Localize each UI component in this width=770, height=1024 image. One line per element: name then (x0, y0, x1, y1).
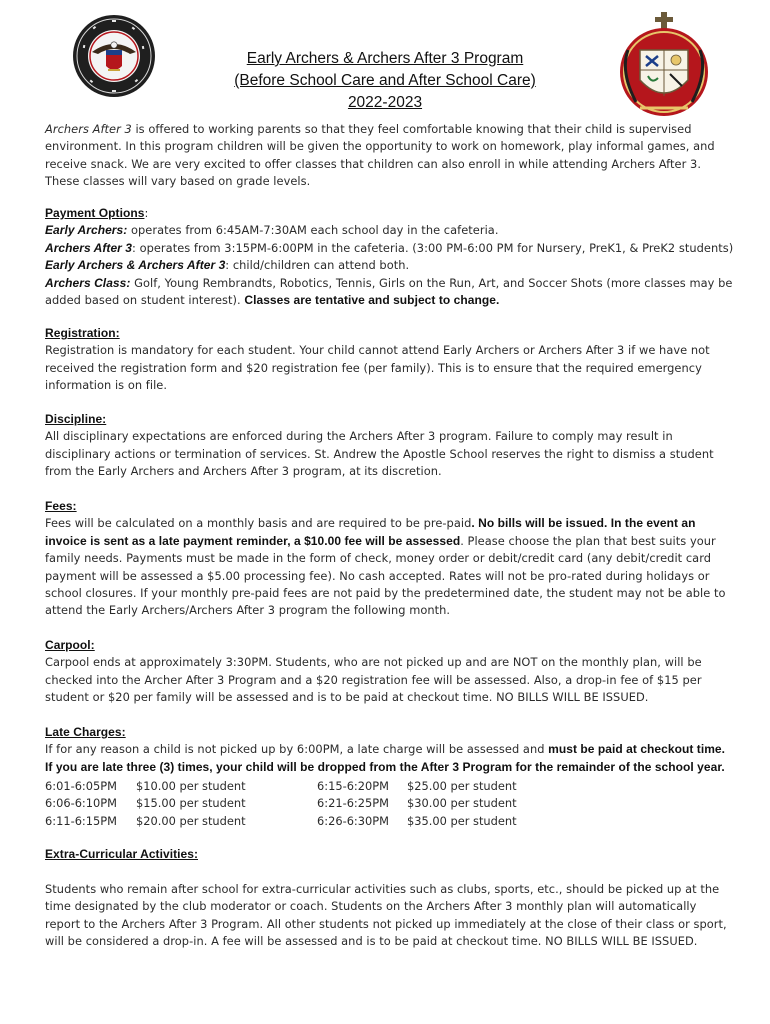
intro-paragraph (45, 121, 735, 191)
extra-curricular-section (45, 846, 735, 863)
carpool-text: Carpool ends at approximately 3:30PM. Students, who are not picked up and are NOT on the monthly plan, will be checked into the Archer After 3 Program and a $20 registration fee will be assessed. Also, a drop-in fee of $15 per student or $20 per family will be assessed and is to be paid at checkout time. NO BILLS WILL BE ISSUED. (45, 655, 702, 705)
registration-text: Registration is mandatory for each student. Your child cannot attend Early Archers or Archers After 3 if we have not received the registration form and $20 registration fee (per family). This is to ensure that the required emergency information is on file. (45, 343, 710, 393)
late-fee-amount: $30.00 per student (407, 796, 517, 811)
payment-heading-colon: : (144, 206, 149, 220)
late-charges-heading: Late Charges: (45, 725, 126, 739)
late-fee-row (45, 778, 565, 795)
archers-class-label: Archers Class: (45, 275, 131, 290)
intro-text: is offered to working parents so that they feel comfortable knowing that their child is supervised environment. In this program children will be given the opportunity to work on homework, play informal games, and receive snack. We are very excited to offer classes that children can also enroll in while attending Archers After 3. These classes will vary based on grade levels. (45, 122, 715, 189)
late-time-range: 6:06-6:10PM (45, 796, 117, 811)
early-archers-text: operates from 6:45AM-7:30AM each school day in the cafeteria. (127, 223, 499, 238)
discipline-text: All disciplinary expectations are enforced during the Archers After 3 program. Failure to comply may result in disciplinary actions or termination of services. St. Andrew the Apostle School reserves the right to dismiss a student from the Early Archers and Archers After 3 program, at its discretion. (45, 429, 714, 479)
late-time-range: 6:15-6:20PM (317, 779, 389, 793)
late-time-range: 6:21-6:25PM (317, 796, 389, 811)
extra-curricular-body (45, 881, 735, 951)
discipline-heading: Discipline: (45, 412, 107, 426)
extra-curricular-heading: Extra-Curricular Activities: (45, 847, 199, 861)
late-fee-row (45, 795, 565, 812)
late-time-range: 6:01-6:05PM (45, 779, 117, 793)
fees-text-1: Fees will be calculated on a monthly basis and are required to be pre-paid (45, 516, 472, 531)
late-fee-amount: $20.00 per student (136, 813, 246, 828)
school-seal-eagle-icon (72, 14, 156, 98)
both-programs-text: : child/children can attend both. (225, 258, 410, 273)
title-line-3: 2022-2023 (347, 94, 423, 111)
carpool-section (45, 637, 735, 707)
archers-after3-label: Archers After 3 (45, 240, 133, 255)
payment-options-heading: Payment Options (45, 206, 145, 220)
discipline-section (45, 411, 735, 481)
title-line-2: (Before School Care and After School Care) (234, 72, 536, 89)
late-fee-amount: $25.00 per student (407, 779, 517, 793)
intro-program-name: Archers After 3 (45, 122, 132, 136)
church-crest-icon (610, 10, 720, 120)
extra-curricular-text: Students who remain after school for extra-curricular activities such as clubs, sports, etc., should be picked up at the time designated by the club moderator or coach. Students on the Archers After 3 monthly plan will automatically report to the Archers After 3 Program. All other students not picked up immediately at the close of their class or sport, will be considered a drop-in. A fee will be assessed and is to be paid at checkout time. NO BILLS WILL BE ISSUED. (45, 882, 727, 949)
fees-no-bills-note: . No bills will be issued (471, 516, 604, 531)
late-fee-amount: $15.00 per student (136, 796, 246, 811)
title-line-1: Early Archers & Archers After 3 Program (246, 50, 524, 67)
late-charges-bold-note: must be paid at checkout time. If you are late three (3) times, your child will be dropped from the After 3 Program for the remainder of the school year. (45, 742, 726, 774)
payment-options-section (45, 205, 735, 309)
fees-heading: Fees: (45, 499, 77, 513)
carpool-heading: Carpool: (45, 638, 95, 652)
late-fee-row (45, 813, 565, 830)
late-fee-amount: $10.00 per student (136, 779, 246, 793)
registration-section (45, 325, 735, 395)
document-title (180, 48, 590, 114)
late-time-range: 6:26-6:30PM (317, 813, 389, 828)
fees-text-2: . Please choose the plan that best suits your family needs. Payments must be made in the form of check, money order or debit/credit card (any debit/credit card payment will be assessed a $5.00 processing fee). No cash accepted. Rates will not be pro-rated during holidays or school closures. If your monthly pre-paid fees are not paid by the predetermined date, the student may not be able to attend the Early Archers/Archers After 3 program the following month. (45, 533, 726, 618)
late-fee-table (45, 778, 565, 830)
classes-tentative-note: Classes are tentative and subject to change. (244, 293, 500, 308)
late-charges-text: If for any reason a child is not picked up by 6:00PM, a late charge will be assessed and (45, 742, 549, 757)
late-charges-section (45, 724, 735, 776)
late-fee-amount: $35.00 per student (407, 813, 517, 828)
both-programs-label: Early Archers & Archers After 3 (45, 258, 226, 273)
fees-late-reminder-note: . In the event an invoice is sent as a late payment reminder, a $10.00 fee will be assessed (45, 516, 696, 548)
fees-section (45, 498, 735, 620)
archers-class-text: Golf, Young Rembrandts, Robotics, Tennis, Girls on the Run, Art, and Soccer Shots (more classes may be added based on student interest). (45, 275, 733, 308)
late-time-range: 6:11-6:15PM (45, 813, 117, 828)
archers-after3-text: : operates from 3:15PM-6:00PM in the cafeteria. (3:00 PM-6:00 PM for Nursery, PreK1, & PreK2 students) (132, 240, 734, 255)
early-archers-label: Early Archers: (45, 223, 128, 238)
registration-heading: Registration: (45, 326, 120, 340)
